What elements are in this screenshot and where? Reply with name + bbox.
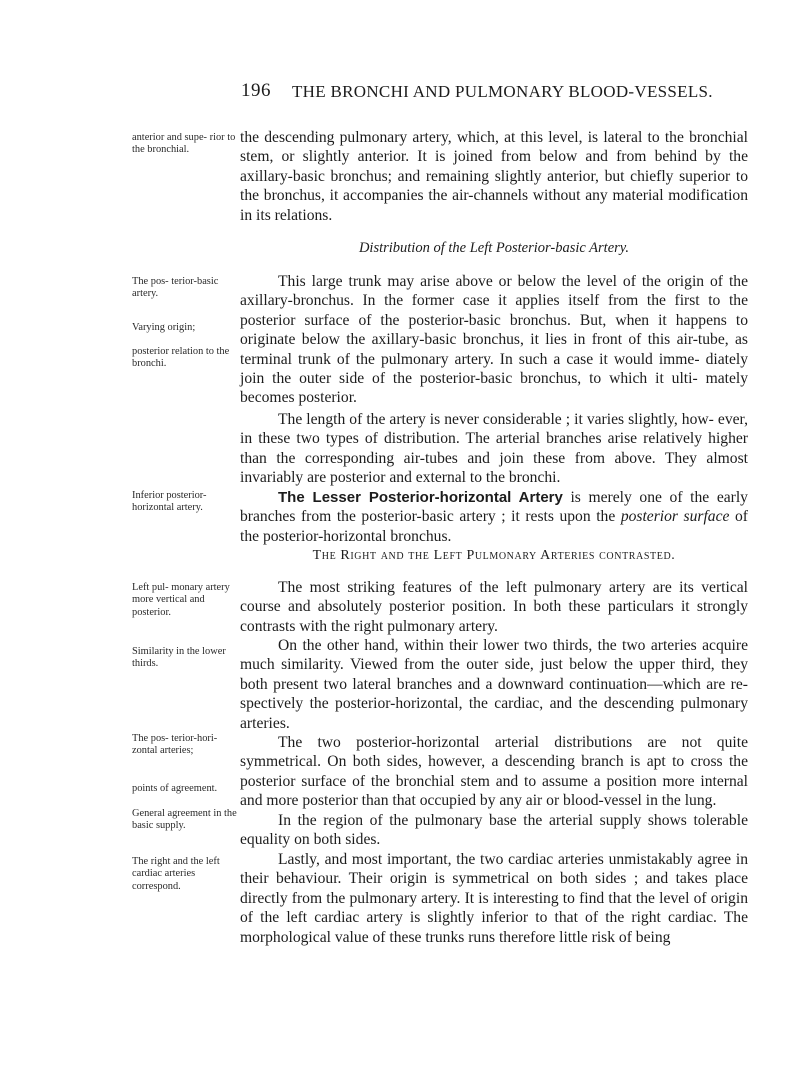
section-heading: The Right and the Left Pulmonary Arteries contrasted. bbox=[312, 548, 676, 563]
paragraph: The Lesser Posterior-horizontal Artery is merely one of the early branches from the posterior-basic artery ; it rests upon the posterior surface of the posterior-horizontal bronchus. bbox=[240, 489, 748, 545]
paragraph: The length of the artery is never considerable ; it varies slightly, how- ever, in these two types of distribution. The arterial branches arise relatively higher than the corresponding air-tubes and join these from above. They almost invariably are posterior and external to the bronchi. bbox=[240, 411, 748, 487]
margin-note: Similarity in the lower thirds. bbox=[132, 646, 226, 670]
bold-lead: The Lesser Posterior-horizontal Artery bbox=[278, 489, 563, 506]
paragraph: On the other hand, within their lower two thirds, the two arteries acquire much similarity. Viewed from the outer side, just below the upper third, they both present two lateral branches and a downward continuation—which are re- spectively the posterior-horizontal, the cardiac, and the descending pulmonary arteries. bbox=[240, 637, 748, 732]
running-head: THE BRONCHI AND PULMONARY BLOOD-VESSELS. bbox=[292, 82, 713, 101]
margin-note: General agreement in the basic supply. bbox=[132, 808, 237, 832]
paragraph: In the region of the pulmonary base the arterial supply shows tolerable equality on both sides. bbox=[240, 812, 748, 849]
paragraph: The two posterior-horizontal arterial distributions are not quite symmetrical. On both sides, however, a descending branch is apt to cross the posterior surface of the bronchial stem and to assume a position more internal and more posterior than that occupied by any air or blood-vessel in the lung. bbox=[240, 734, 748, 810]
margin-note: Left pul- monary artery more vertical and posterior. bbox=[132, 582, 230, 618]
margin-note: Inferior posterior- horizontal artery. bbox=[132, 490, 207, 514]
paragraph: Lastly, and most important, the two cardiac arteries unmistakably agree in their behaviour. Their origin is symmetrical on both sides ; and takes place directly from the pulmonary artery. It is interesting to find that the level of origin of the left cardiac artery is slightly inferior to that of the right cardiac. The morphological value of these trunks runs therefore little risk of being bbox=[240, 851, 748, 946]
margin-note: posterior relation to the bronchi. bbox=[132, 346, 230, 370]
page-header bbox=[0, 80, 800, 110]
margin-note: The pos- terior-hori- zontal arteries; bbox=[132, 733, 218, 757]
page-number: 196 bbox=[241, 80, 271, 101]
paragraph: the descending pulmonary artery, which, at this level, is lateral to the bronchial stem, or slightly anterior. It is joined from below and from behind by the axillary-basic bronchus; and remaining slightly anterior, but chiefly superior to the bronchus, it accompanies the air-channels without any material modification in its relations. bbox=[240, 129, 748, 224]
margin-note: The pos- terior-basic artery. bbox=[132, 276, 219, 300]
margin-note: Varying origin; bbox=[132, 322, 196, 333]
section-heading: Distribution of the Left Posterior-basic Artery. bbox=[358, 240, 630, 256]
margin-note: points of agreement. bbox=[132, 783, 218, 794]
paragraph: This large trunk may arise above or below the level of the origin of the axillary-bronchus. In the former case it applies itself from the first to the posterior surface of the posterior-basic bronchus. But, when it happens to originate below the axillary-basic bronchus, it lies in front of this air-tube, as terminal trunk of the pulmonary artery. In such a case it would imme- diately join the outer side of the posterior-basic bronchus, to which it ulti- mately becomes posterior. bbox=[240, 273, 748, 407]
margin-note: The right and the left cardiac arteries correspond. bbox=[132, 856, 220, 892]
paragraph: The most striking features of the left pulmonary artery are its vertical course and absolutely posterior position. In both these particulars it strongly contrasts with the right pulmonary artery. bbox=[240, 579, 748, 635]
margin-note: anterior and supe- rior to the bronchial. bbox=[132, 132, 236, 156]
